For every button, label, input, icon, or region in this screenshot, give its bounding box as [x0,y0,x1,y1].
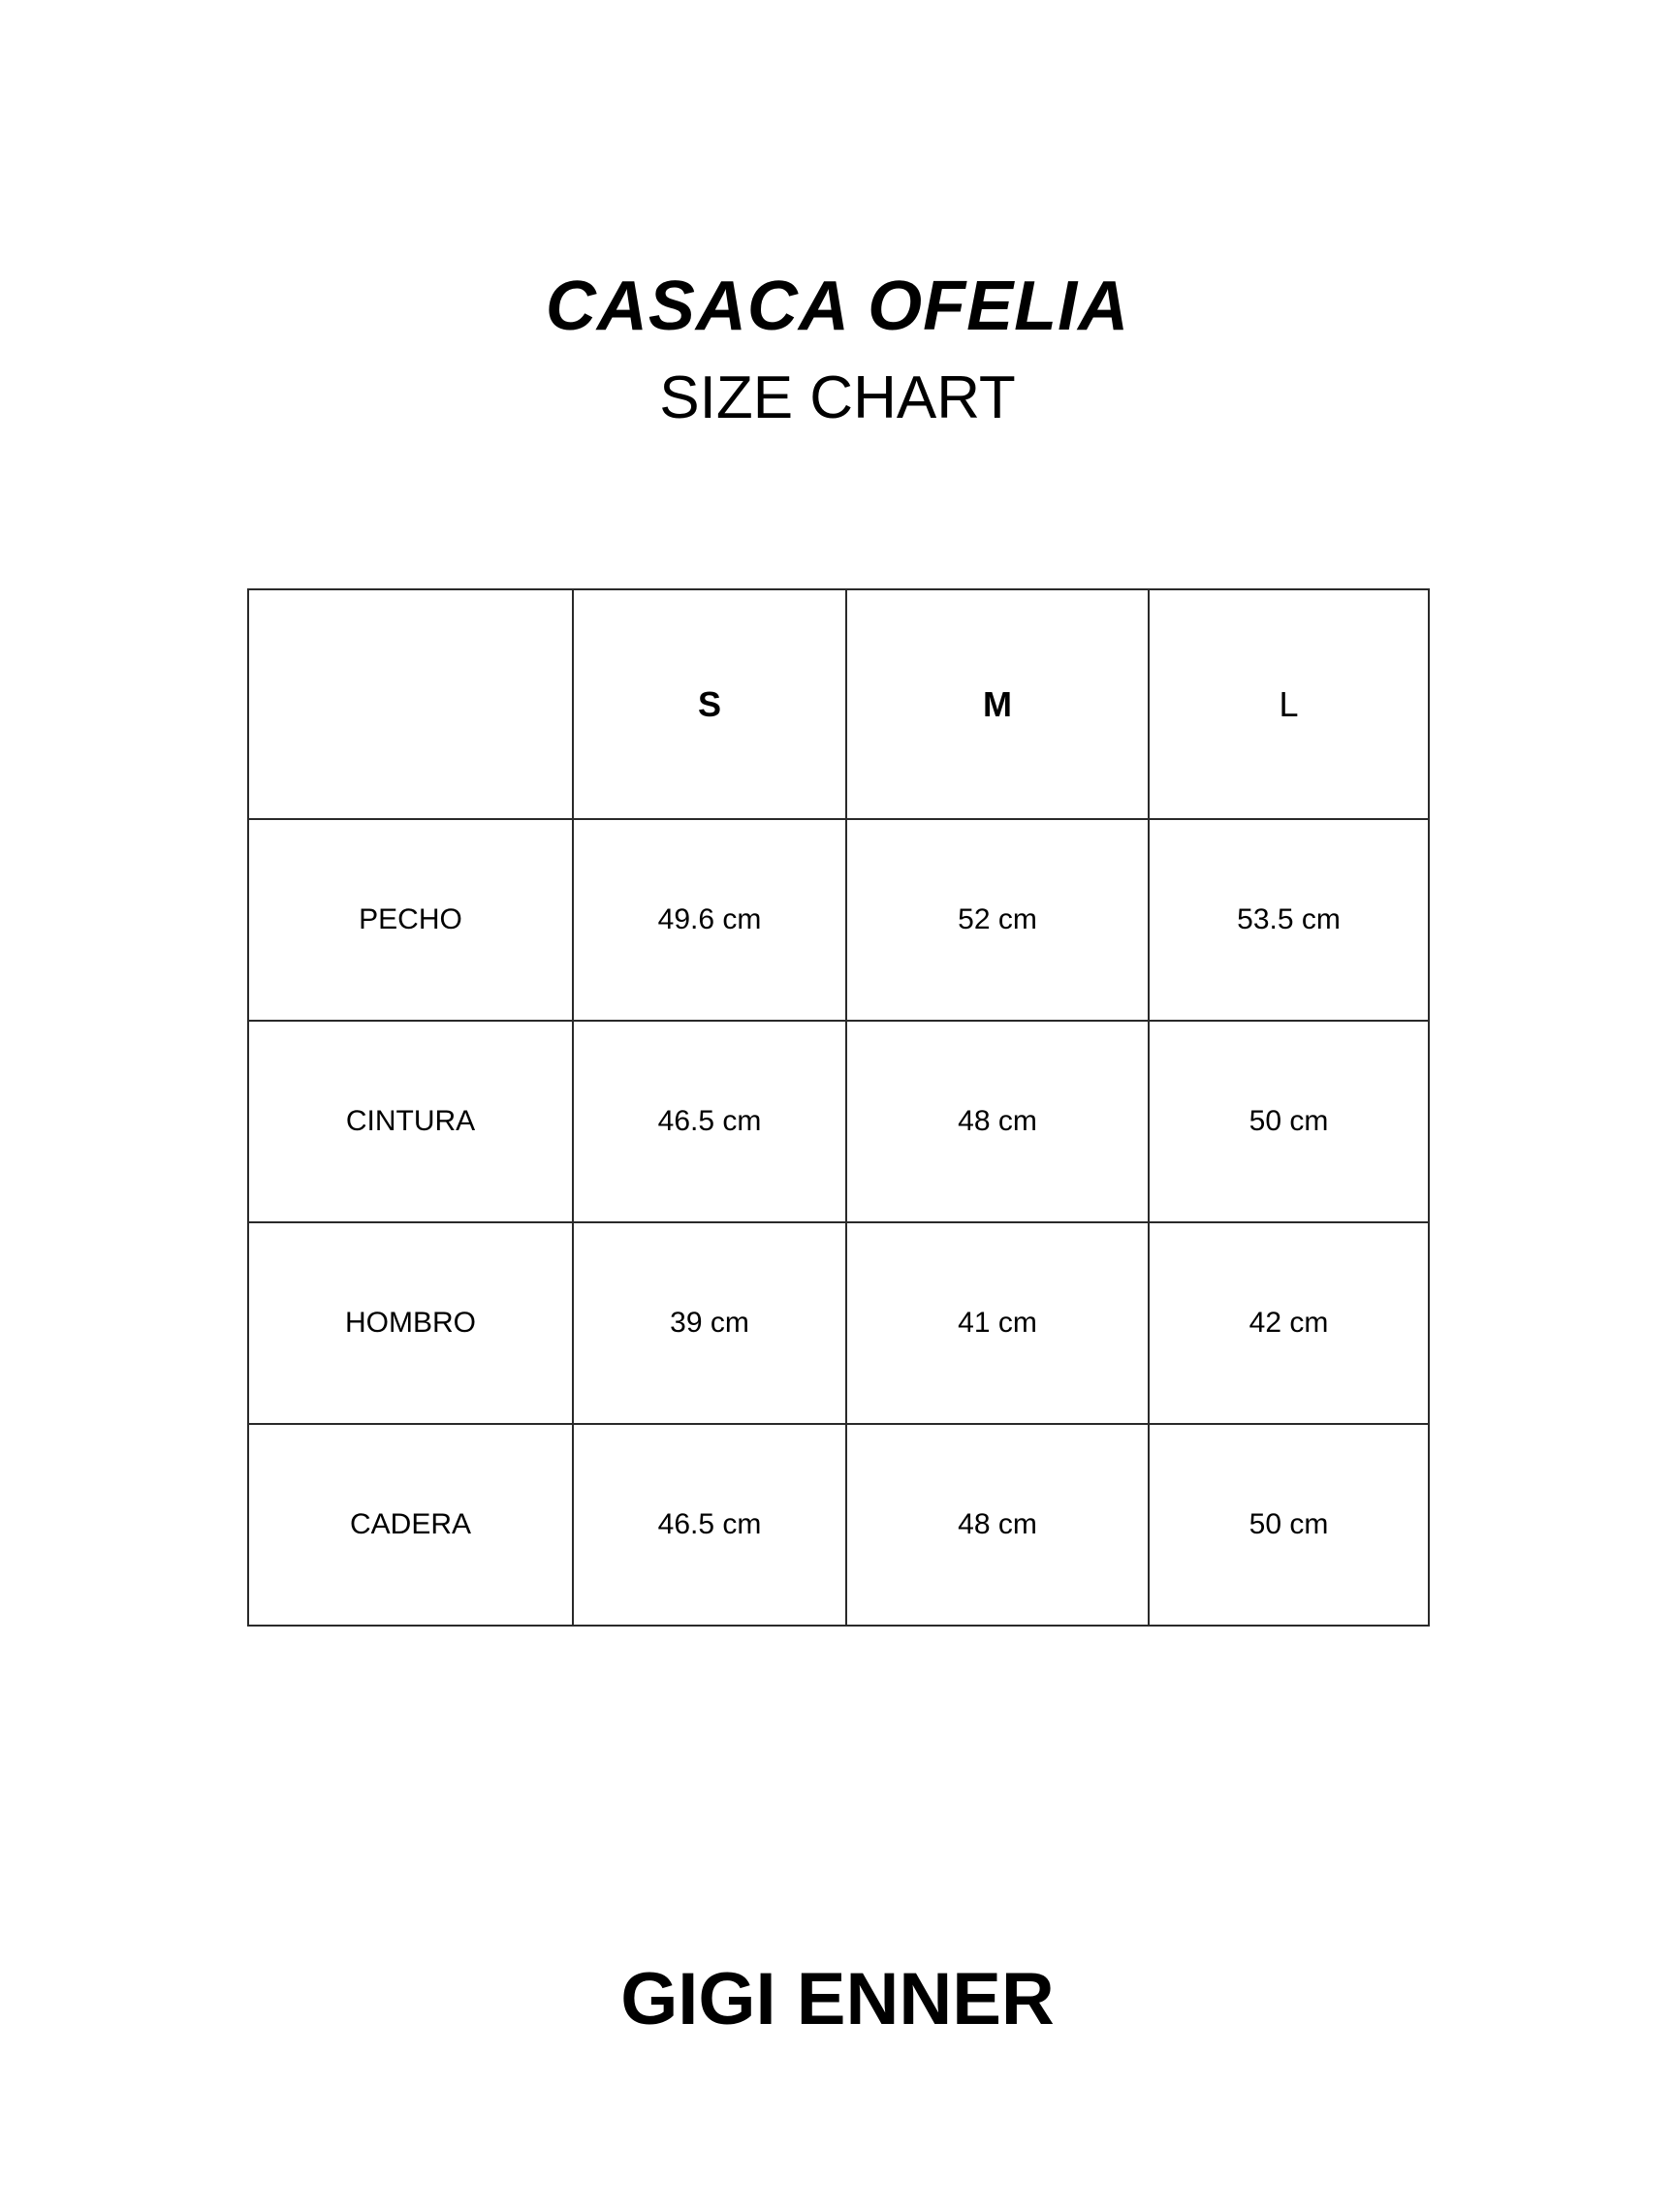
header-cell-size-m: M [846,589,1149,819]
row-label: PECHO [248,819,573,1021]
table-row [248,1021,1429,1222]
table-cell: 50 cm [1149,1021,1429,1222]
table-cell: 39 cm [573,1222,846,1424]
table-cell: 42 cm [1149,1222,1429,1424]
chart-subtitle: SIZE CHART [659,364,1016,431]
size-table [247,588,1430,1627]
brand-name: GIGI ENNER [620,1958,1055,2040]
table-cell: 52 cm [846,819,1149,1021]
table-cell: 46.5 cm [573,1021,846,1222]
header-cell-size-s: S [573,589,846,819]
row-label: CADERA [248,1424,573,1626]
table-cell: 50 cm [1149,1424,1429,1626]
table-cell: 41 cm [846,1222,1149,1424]
header-cell-empty [248,589,573,819]
table-row [248,1222,1429,1424]
header-cell-size-l: L [1149,589,1429,819]
table-row [248,1424,1429,1626]
table-cell: 46.5 cm [573,1424,846,1626]
table-row [248,819,1429,1021]
table-cell: 53.5 cm [1149,819,1429,1021]
table-header-row [248,589,1429,819]
row-label: CINTURA [248,1021,573,1222]
table-cell: 48 cm [846,1424,1149,1626]
row-label: HOMBRO [248,1222,573,1424]
product-title: CASACA OFELIA [545,268,1130,345]
table-cell: 48 cm [846,1021,1149,1222]
table-cell: 49.6 cm [573,819,846,1021]
